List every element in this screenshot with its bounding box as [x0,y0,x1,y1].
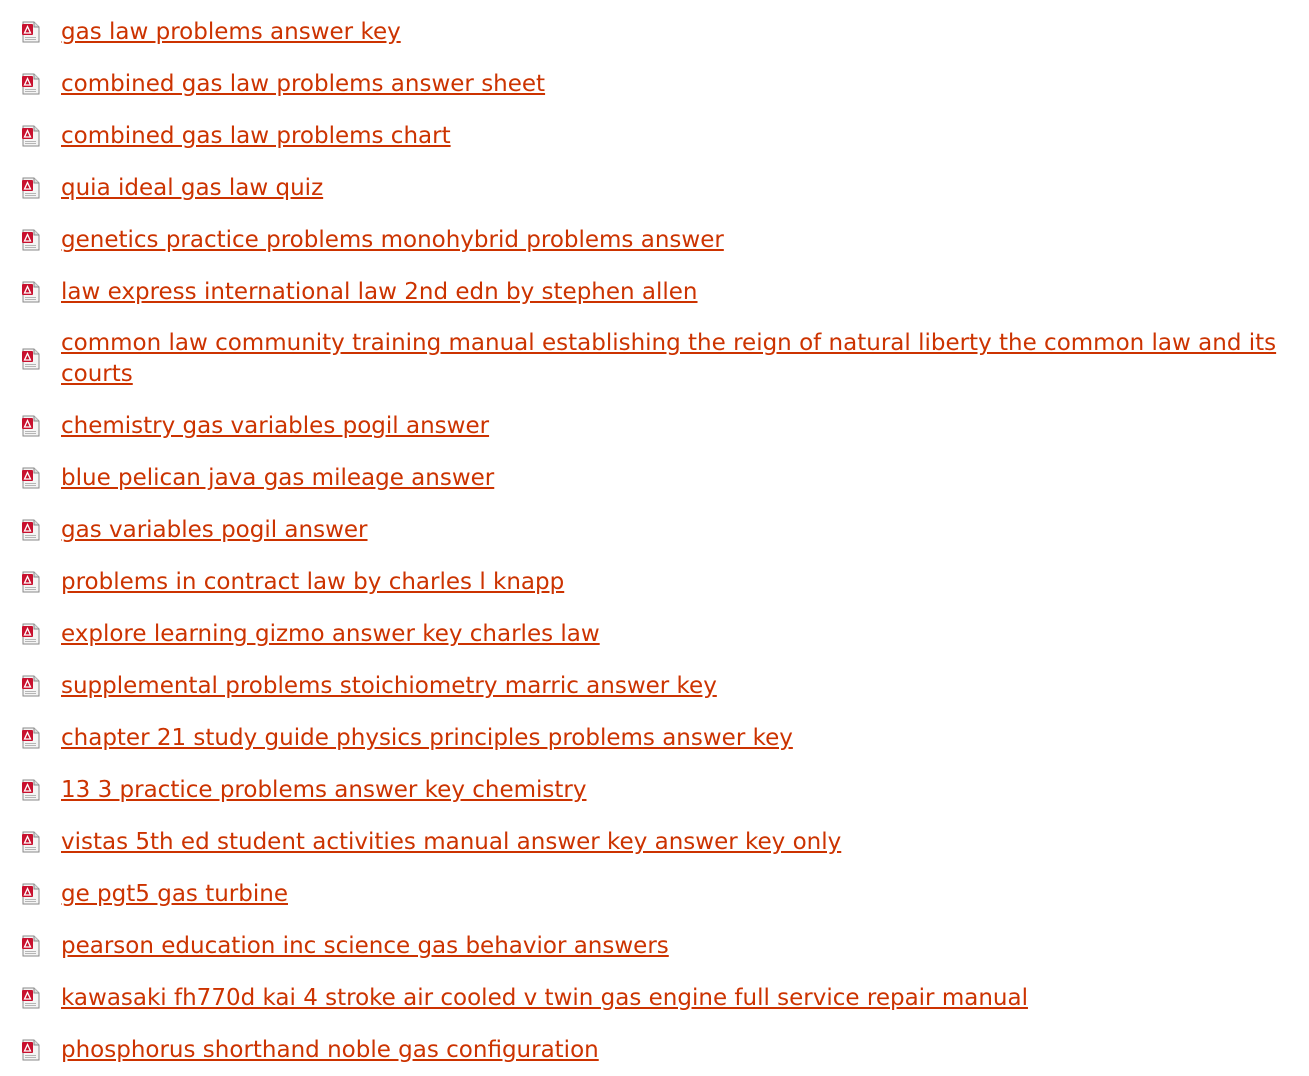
pdf-file-icon [21,281,41,303]
pdf-link[interactable]: chapter 21 study guide physics principles problems answer key [61,724,793,751]
pdf-file-icon [21,519,41,541]
list-item [0,920,1309,972]
pdf-link[interactable]: quia ideal gas law quiz [61,174,324,201]
pdf-file-icon [21,73,41,95]
pdf-file-icon [21,571,41,593]
list-item [0,58,1309,110]
pdf-file-icon [21,467,41,489]
pdf-link[interactable]: common law community training manual establishing the reign of natural liberty the common law and its courts [61,330,1277,387]
pdf-file-icon [21,229,41,251]
pdf-file-icon [21,177,41,199]
pdf-file-icon [21,831,41,853]
pdf-file-icon [21,675,41,697]
pdf-file-icon [21,21,41,43]
list-item [0,504,1309,556]
pdf-link[interactable]: gas variables pogil answer [61,516,368,543]
list-item [0,1024,1309,1076]
list-item [0,816,1309,868]
pdf-link[interactable]: genetics practice problems monohybrid problems answer [61,226,724,253]
list-item [0,660,1309,712]
pdf-file-icon [21,348,41,370]
list-item [0,162,1309,214]
list-item [0,452,1309,504]
pdf-file-icon [21,987,41,1009]
pdf-link[interactable]: combined gas law problems chart [61,122,451,149]
pdf-file-icon [21,1039,41,1061]
list-item [0,400,1309,452]
list-item [0,214,1309,266]
list-item [0,608,1309,660]
pdf-link[interactable]: vistas 5th ed student activities manual answer key answer key only [61,828,842,855]
pdf-link[interactable]: kawasaki fh770d kai 4 stroke air cooled v twin gas engine full service repair manual [61,984,1028,1011]
pdf-file-icon [21,727,41,749]
pdf-link[interactable]: 13 3 practice problems answer key chemistry [61,776,587,803]
pdf-link[interactable]: combined gas law problems answer sheet [61,70,546,97]
pdf-link[interactable]: gas law problems answer key [61,18,401,45]
pdf-file-icon [21,415,41,437]
list-item [0,6,1309,58]
list-item [0,266,1309,318]
pdf-link[interactable]: supplemental problems stoichiometry marric answer key [61,672,717,699]
list-item [0,868,1309,920]
list-item [0,318,1309,400]
pdf-link[interactable]: explore learning gizmo answer key charles law [61,620,600,647]
pdf-link[interactable]: pearson education inc science gas behavior answers [61,932,669,959]
list-item [0,972,1309,1024]
pdf-file-icon [21,779,41,801]
list-item [0,764,1309,816]
list-item [0,110,1309,162]
list-item [0,712,1309,764]
pdf-link[interactable]: phosphorus shorthand noble gas configuration [61,1036,599,1063]
pdf-file-icon [21,125,41,147]
pdf-link[interactable]: problems in contract law by charles l knapp [61,568,565,595]
pdf-file-icon [21,883,41,905]
pdf-file-icon [21,623,41,645]
pdf-link-list [0,6,1309,1076]
list-item [0,556,1309,608]
pdf-file-icon [21,935,41,957]
pdf-link[interactable]: law express international law 2nd edn by stephen allen [61,278,698,305]
pdf-link[interactable]: chemistry gas variables pogil answer [61,412,490,439]
pdf-link[interactable]: ge pgt5 gas turbine [61,880,288,907]
pdf-link[interactable]: blue pelican java gas mileage answer [61,464,495,491]
